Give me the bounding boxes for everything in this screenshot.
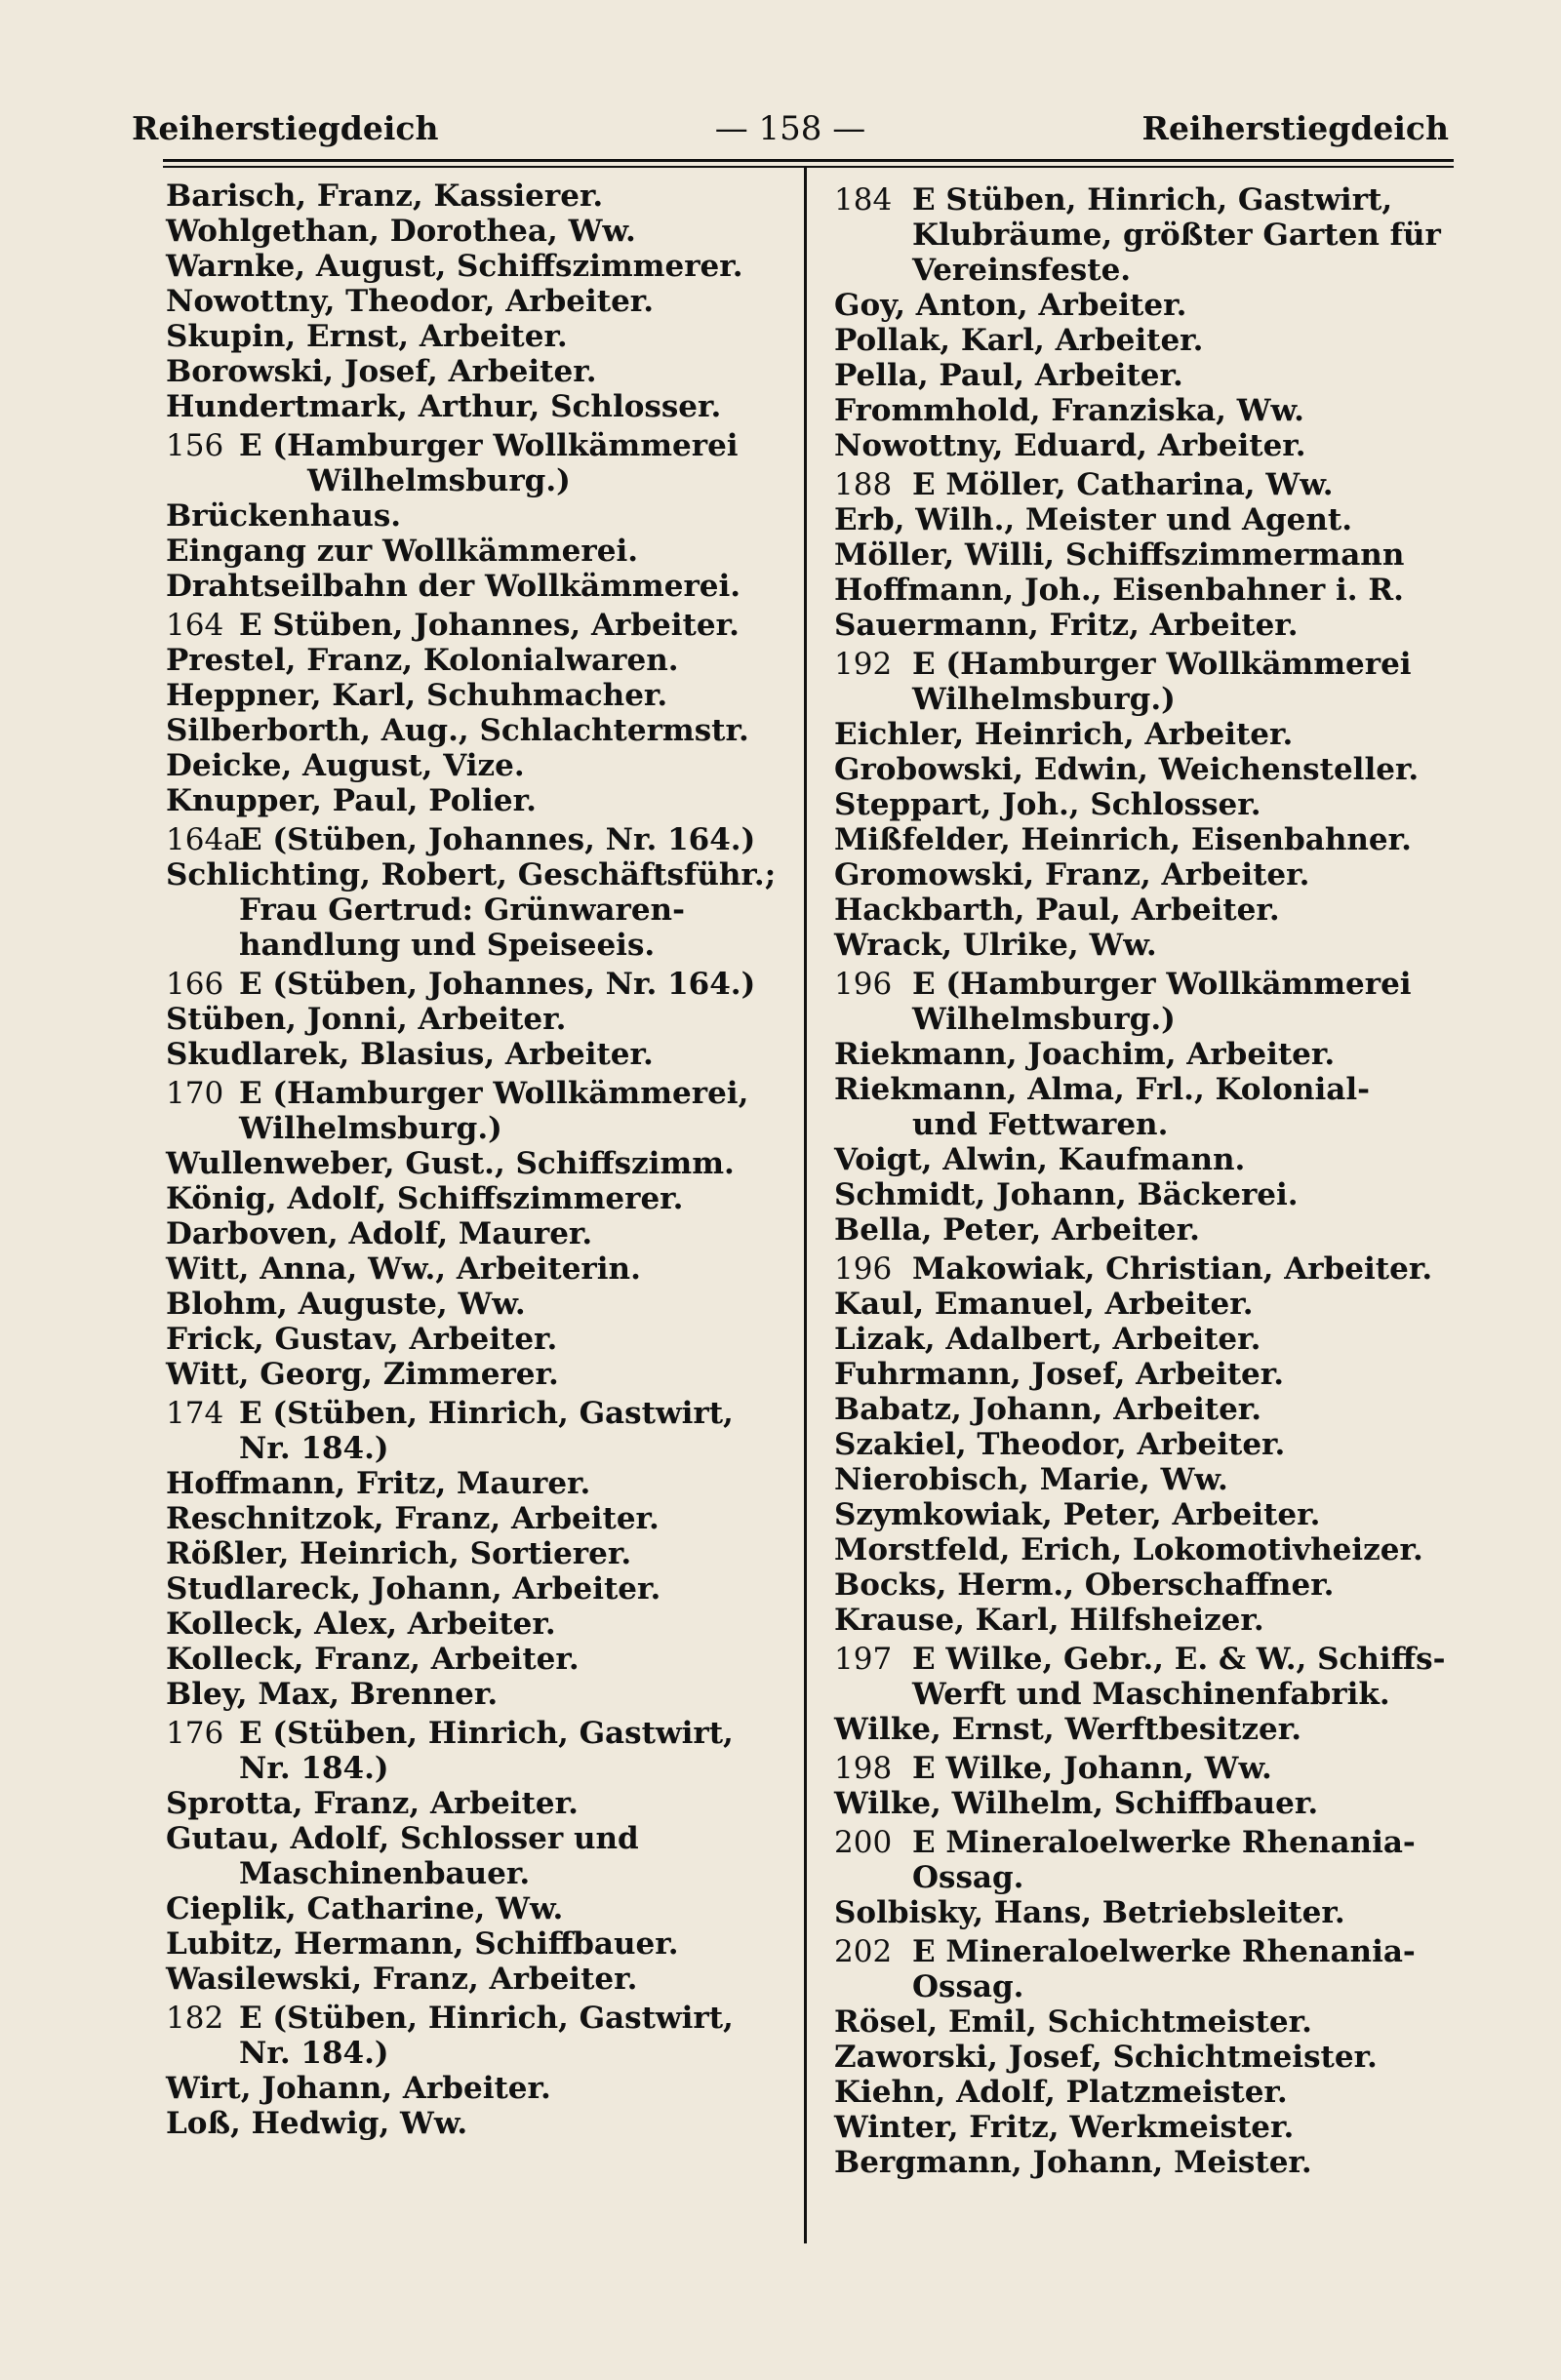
- entry-text: Werft und Maschinenfabrik.: [912, 1677, 1390, 1712]
- entry-text: Prestel, Franz, Kolonialwaren.: [166, 643, 679, 678]
- entry-text: Nr. 184.): [239, 1751, 389, 1786]
- house-number: 166: [166, 967, 224, 1002]
- directory-entry: [166, 178, 790, 214]
- directory-entry: [834, 1212, 1459, 1248]
- directory-entry: [834, 537, 1459, 573]
- directory-entry: [834, 2075, 1459, 2110]
- entry-text: Lizak, Adalbert, Arbeiter.: [834, 1322, 1261, 1357]
- entry-text: Pella, Paul, Arbeiter.: [834, 358, 1183, 393]
- entry-text: E Möller, Catharina, Ww.: [912, 467, 1334, 502]
- entry-text: Riekmann, Joachim, Arbeiter.: [834, 1037, 1336, 1072]
- entry-text: E (Stüben, Johannes, Nr. 164.): [239, 967, 756, 1002]
- directory-entry: [166, 1751, 790, 1786]
- directory-entry: [834, 182, 1459, 218]
- entry-text: Vereinsfeste.: [912, 253, 1132, 288]
- directory-entry: [834, 393, 1459, 428]
- directory-entry: [166, 608, 790, 643]
- entry-text: Wrack, Ulrike, Ww.: [834, 928, 1157, 963]
- entry-text: Makowiak, Christian, Arbeiter.: [912, 1251, 1433, 1287]
- directory-entry: [834, 1567, 1459, 1603]
- directory-entry: [166, 678, 790, 713]
- directory-entry: [834, 1532, 1459, 1567]
- directory-entry: [166, 1037, 790, 1072]
- directory-entry: [166, 1251, 790, 1287]
- directory-entry: [166, 1181, 790, 1216]
- entry-text: E Wilke, Gebr., E. & W., Schiffs-: [912, 1642, 1446, 1677]
- entry-text: Morstfeld, Erich, Lokomotivheizer.: [834, 1532, 1423, 1567]
- directory-entry: [834, 1251, 1459, 1287]
- directory-entry: [166, 1146, 790, 1181]
- directory-entry: [834, 1002, 1459, 1037]
- entry-text: Silberborth, Aug., Schlachtermstr.: [166, 713, 749, 748]
- entry-text: Maschinenbauer.: [239, 1856, 531, 1891]
- entry-text: Stüben, Jonni, Arbeiter.: [166, 1002, 567, 1037]
- house-number: 198: [834, 1751, 893, 1786]
- directory-entry: [166, 1677, 790, 1712]
- directory-entry: [834, 1677, 1459, 1712]
- directory-entry: [834, 2004, 1459, 2040]
- entry-text: Gromowski, Franz, Arbeiter.: [834, 857, 1310, 892]
- directory-entry: [834, 358, 1459, 393]
- directory-entry: [834, 2040, 1459, 2075]
- directory-entry: [166, 569, 790, 604]
- entry-text: Solbisky, Hans, Betriebsleiter.: [834, 1895, 1345, 1930]
- entry-text: Hundertmark, Arthur, Schlosser.: [166, 389, 722, 424]
- entry-text: Drahtseilbahn der Wollkämmerei.: [166, 569, 741, 604]
- house-number: 192: [834, 647, 893, 682]
- entry-text: Reschnitzok, Franz, Arbeiter.: [166, 1501, 660, 1536]
- entry-text: Lubitz, Hermann, Schiffbauer.: [166, 1926, 679, 1962]
- entry-text: E (Stüben, Hinrich, Gastwirt,: [239, 2001, 734, 2036]
- entry-text: Knupper, Paul, Polier.: [166, 783, 537, 818]
- directory-entry: [834, 1751, 1459, 1786]
- entry-text: Pollak, Karl, Arbeiter.: [834, 323, 1204, 358]
- directory-entry: [166, 1431, 790, 1466]
- entry-text: E Stüben, Hinrich, Gastwirt,: [912, 182, 1393, 218]
- entry-text: Wullenweber, Gust., Schiffszimm.: [166, 1146, 735, 1181]
- directory-entry: [834, 647, 1459, 682]
- directory-entry: [834, 1177, 1459, 1212]
- directory-entry: [834, 2110, 1459, 2145]
- house-number: 196: [834, 967, 893, 1002]
- entry-text: Nowottny, Theodor, Arbeiter.: [166, 284, 655, 319]
- entry-text: Wasilewski, Franz, Arbeiter.: [166, 1962, 638, 1997]
- directory-entry: [834, 2145, 1459, 2180]
- directory-entry: [166, 928, 790, 963]
- entry-text: E Wilke, Johann, Ww.: [912, 1751, 1272, 1786]
- entry-text: Borowski, Josef, Arbeiter.: [166, 354, 597, 389]
- directory-entry: [166, 249, 790, 284]
- directory-entry: [166, 783, 790, 818]
- directory-entry: [166, 2036, 790, 2071]
- directory-entry: [166, 1322, 790, 1357]
- directory-entry: [834, 787, 1459, 822]
- directory-entry: [166, 1642, 790, 1677]
- directory-entry: [166, 1396, 790, 1431]
- house-number: 182: [166, 2001, 224, 2036]
- directory-entry: [834, 1427, 1459, 1462]
- entry-text: Zaworski, Josef, Schichtmeister.: [834, 2040, 1378, 2075]
- entry-text: Steppart, Joh., Schlosser.: [834, 787, 1261, 822]
- house-number: 174: [166, 1396, 224, 1431]
- entry-text: Schlichting, Robert, Geschäftsführ.;: [166, 857, 777, 892]
- directory-entry: [166, 463, 790, 498]
- directory-entry: [166, 857, 790, 892]
- directory-entry: [834, 1037, 1459, 1072]
- entry-text: Skudlarek, Blasius, Arbeiter.: [166, 1037, 654, 1072]
- house-number: 188: [834, 467, 893, 502]
- directory-entry: [166, 1786, 790, 1821]
- entry-text: Blohm, Auguste, Ww.: [166, 1287, 526, 1322]
- entry-text: Klubräume, größter Garten für: [912, 218, 1441, 253]
- directory-entry: [834, 502, 1459, 537]
- entry-text: Wohlgethan, Dorothea, Ww.: [166, 214, 636, 249]
- directory-entry: [166, 1821, 790, 1856]
- directory-entry: [834, 428, 1459, 463]
- entry-text: Goy, Anton, Arbeiter.: [834, 288, 1187, 323]
- directory-entry: [834, 1642, 1459, 1677]
- directory-entry: [834, 218, 1459, 253]
- page-header: [132, 109, 1449, 158]
- entry-text: Bella, Peter, Arbeiter.: [834, 1212, 1200, 1248]
- house-number: 156: [166, 428, 224, 463]
- entry-text: Ossag.: [912, 1969, 1024, 2004]
- directory-entry: [166, 284, 790, 319]
- entry-text: E (Hamburger Wollkämmerei: [912, 647, 1412, 682]
- entry-text: Fuhrmann, Josef, Arbeiter.: [834, 1357, 1285, 1392]
- directory-entry: [166, 1216, 790, 1251]
- directory-entry: [834, 608, 1459, 643]
- house-number: 200: [834, 1825, 893, 1860]
- entry-text: E (Stüben, Hinrich, Gastwirt,: [239, 1396, 734, 1431]
- entry-text: Bley, Max, Brenner.: [166, 1677, 499, 1712]
- directory-entry: [166, 354, 790, 389]
- entry-text: Wilhelmsburg.): [912, 682, 1176, 717]
- directory-entry: [166, 1466, 790, 1501]
- directory-entry: [834, 1603, 1459, 1638]
- directory-entry: [166, 713, 790, 748]
- entry-text: E Mineraloelwerke Rhenania-: [912, 1825, 1416, 1860]
- entry-text: Frick, Gustav, Arbeiter.: [166, 1322, 558, 1357]
- running-head-left: Reiherstiegdeich: [132, 109, 439, 147]
- directory-entry: [166, 319, 790, 354]
- directory-entry: [166, 1287, 790, 1322]
- directory-entry: [166, 428, 790, 463]
- directory-entry: [834, 1712, 1459, 1747]
- house-number: 170: [166, 1076, 224, 1111]
- directory-entry: [834, 752, 1459, 787]
- house-number: 164a: [166, 822, 242, 857]
- header-rule-secondary: [163, 166, 1454, 168]
- entry-text: Nowottny, Eduard, Arbeiter.: [834, 428, 1306, 463]
- entry-text: E (Stüben, Hinrich, Gastwirt,: [239, 1716, 734, 1751]
- entry-text: E (Hamburger Wollkämmerei: [239, 428, 739, 463]
- directory-entry: [166, 822, 790, 857]
- entry-text: Ossag.: [912, 1860, 1024, 1895]
- directory-entry: [834, 682, 1459, 717]
- directory-entry: [166, 1891, 790, 1926]
- entry-text: Nr. 184.): [239, 2036, 389, 2071]
- left-column: [166, 178, 790, 2141]
- directory-entry: [834, 822, 1459, 857]
- entry-text: Deicke, August, Vize.: [166, 748, 525, 783]
- directory-entry: [166, 1002, 790, 1037]
- entry-text: Barisch, Franz, Kassierer.: [166, 178, 604, 214]
- directory-entry: [166, 1926, 790, 1962]
- directory-entry: [834, 1786, 1459, 1821]
- entry-text: Kolleck, Franz, Arbeiter.: [166, 1642, 580, 1677]
- entry-text: Sauermann, Fritz, Arbeiter.: [834, 608, 1299, 643]
- entry-text: Witt, Anna, Ww., Arbeiterin.: [166, 1251, 641, 1287]
- entry-text: Skupin, Ernst, Arbeiter.: [166, 319, 568, 354]
- directory-entry: [834, 1107, 1459, 1142]
- entry-text: Voigt, Alwin, Kaufmann.: [834, 1142, 1246, 1177]
- entry-text: Wilhelmsburg.): [912, 1002, 1176, 1037]
- directory-entry: [166, 1571, 790, 1606]
- directory-entry: [166, 2106, 790, 2141]
- entry-text: Hoffmann, Joh., Eisenbahner i. R.: [834, 573, 1404, 608]
- entry-text: Szymkowiak, Peter, Arbeiter.: [834, 1497, 1321, 1532]
- entry-text: Darboven, Adolf, Maurer.: [166, 1216, 593, 1251]
- directory-entry: [834, 1142, 1459, 1177]
- entry-text: E (Hamburger Wollkämmerei,: [239, 1076, 749, 1111]
- house-number: 202: [834, 1934, 893, 1969]
- entry-text: Möller, Willi, Schiffszimmermann: [834, 537, 1405, 573]
- entry-text: Krause, Karl, Hilfsheizer.: [834, 1603, 1264, 1638]
- directory-entry: [834, 467, 1459, 502]
- entry-text: Cieplik, Catharine, Ww.: [166, 1891, 564, 1926]
- running-head-right: Reiherstiegdeich: [1141, 109, 1449, 147]
- entry-text: Riekmann, Alma, Frl., Kolonial-: [834, 1072, 1370, 1107]
- directory-entry: [166, 214, 790, 249]
- directory-entry: [834, 1825, 1459, 1860]
- house-number: 196: [834, 1251, 893, 1287]
- entry-text: Eichler, Heinrich, Arbeiter.: [834, 717, 1294, 752]
- directory-entry: [834, 288, 1459, 323]
- entry-text: Hackbarth, Paul, Arbeiter.: [834, 892, 1280, 928]
- entry-text: und Fettwaren.: [912, 1107, 1169, 1142]
- entry-text: Frommhold, Franziska, Ww.: [834, 393, 1304, 428]
- entry-text: Bocks, Herm., Oberschaffner.: [834, 1567, 1335, 1603]
- entry-text: Erb, Wilh., Meister und Agent.: [834, 502, 1353, 537]
- directory-entry: [834, 573, 1459, 608]
- entry-text: Wilke, Wilhelm, Schiffbauer.: [834, 1786, 1319, 1821]
- entry-text: Wilke, Ernst, Werftbesitzer.: [834, 1712, 1302, 1747]
- directory-entry: [834, 1497, 1459, 1532]
- directory-entry: [166, 1716, 790, 1751]
- directory-entry: [166, 1076, 790, 1111]
- directory-entry: [834, 892, 1459, 928]
- entry-text: Heppner, Karl, Schuhmacher.: [166, 678, 668, 713]
- directory-entry: [166, 1536, 790, 1571]
- entry-text: Wirt, Johann, Arbeiter.: [166, 2071, 551, 2106]
- directory-entry: [166, 1501, 790, 1536]
- directory-entry: [834, 1287, 1459, 1322]
- entry-text: E Stüben, Johannes, Arbeiter.: [239, 608, 740, 643]
- entry-text: Schmidt, Johann, Bäckerei.: [834, 1177, 1299, 1212]
- directory-entry: [834, 1392, 1459, 1427]
- entry-text: Winter, Fritz, Werkmeister.: [834, 2110, 1295, 2145]
- entry-text: Grobowski, Edwin, Weichensteller.: [834, 752, 1420, 787]
- entry-text: Nr. 184.): [239, 1431, 389, 1466]
- directory-entry: [834, 1357, 1459, 1392]
- entry-text: Mißfelder, Heinrich, Eisenbahner.: [834, 822, 1412, 857]
- entry-text: Hoffmann, Fritz, Maurer.: [166, 1466, 591, 1501]
- entry-text: Brückenhaus.: [166, 498, 402, 534]
- page-number: — 158 —: [714, 109, 866, 148]
- house-number: 176: [166, 1716, 224, 1751]
- directory-entry: [166, 1856, 790, 1891]
- entry-text: Babatz, Johann, Arbeiter.: [834, 1392, 1262, 1427]
- directory-entry: [834, 253, 1459, 288]
- directory-entry: [166, 534, 790, 569]
- directory-entry: [166, 643, 790, 678]
- entry-text: König, Adolf, Schiffszimmerer.: [166, 1181, 684, 1216]
- entry-text: Gutau, Adolf, Schlosser und: [166, 1821, 639, 1856]
- entry-text: Eingang zur Wollkämmerei.: [166, 534, 639, 569]
- entry-text: Wilhelmsburg.): [307, 463, 571, 498]
- entry-text: Frau Gertrud: Grünwaren-: [239, 892, 685, 928]
- directory-entry: [834, 1322, 1459, 1357]
- entry-text: Warnke, August, Schiffszimmerer.: [166, 249, 743, 284]
- house-number: 164: [166, 608, 224, 643]
- house-number: 184: [834, 182, 893, 218]
- directory-entry: [834, 1072, 1459, 1107]
- entry-text: Rößler, Heinrich, Sortierer.: [166, 1536, 632, 1571]
- directory-entry: [166, 2071, 790, 2106]
- directory-entry: [834, 857, 1459, 892]
- directory-entry: [834, 323, 1459, 358]
- directory-entry: [834, 1860, 1459, 1895]
- house-number: 197: [834, 1642, 893, 1677]
- entry-text: E Mineraloelwerke Rhenania-: [912, 1934, 1416, 1969]
- header-rule: [163, 159, 1454, 162]
- entry-text: Rösel, Emil, Schichtmeister.: [834, 2004, 1312, 2040]
- directory-entry: [166, 1606, 790, 1642]
- directory-entry: [166, 1357, 790, 1392]
- entry-text: E (Stüben, Johannes, Nr. 164.): [239, 822, 756, 857]
- entry-text: Loß, Hedwig, Ww.: [166, 2106, 468, 2141]
- entry-text: Wilhelmsburg.): [239, 1111, 502, 1146]
- entry-text: Bergmann, Johann, Meister.: [834, 2145, 1312, 2180]
- directory-entry: [166, 2001, 790, 2036]
- entry-text: Nierobisch, Marie, Ww.: [834, 1462, 1228, 1497]
- entry-text: Kiehn, Adolf, Platzmeister.: [834, 2075, 1288, 2110]
- directory-entry: [834, 928, 1459, 963]
- entry-text: Kolleck, Alex, Arbeiter.: [166, 1606, 556, 1642]
- directory-entry: [834, 1969, 1459, 2004]
- directory-entry: [834, 1462, 1459, 1497]
- entry-text: handlung und Speiseeis.: [239, 928, 656, 963]
- entry-text: Studlareck, Johann, Arbeiter.: [166, 1571, 661, 1606]
- directory-entry: [166, 1962, 790, 1997]
- entry-text: Sprotta, Franz, Arbeiter.: [166, 1786, 579, 1821]
- entry-text: Witt, Georg, Zimmerer.: [166, 1357, 559, 1392]
- entry-text: Kaul, Emanuel, Arbeiter.: [834, 1287, 1254, 1322]
- directory-entry: [834, 717, 1459, 752]
- right-column: [834, 178, 1459, 2180]
- entry-text: Szakiel, Theodor, Arbeiter.: [834, 1427, 1286, 1462]
- entry-text: E (Hamburger Wollkämmerei: [912, 967, 1412, 1002]
- directory-entry: [166, 892, 790, 928]
- directory-entry: [834, 1934, 1459, 1969]
- directory-entry: [166, 748, 790, 783]
- directory-entry: [834, 967, 1459, 1002]
- directory-entry: [166, 1111, 790, 1146]
- directory-entry: [166, 967, 790, 1002]
- directory-entry: [834, 1895, 1459, 1930]
- directory-entry: [166, 389, 790, 424]
- column-divider: [804, 168, 807, 2243]
- directory-entry: [166, 498, 790, 534]
